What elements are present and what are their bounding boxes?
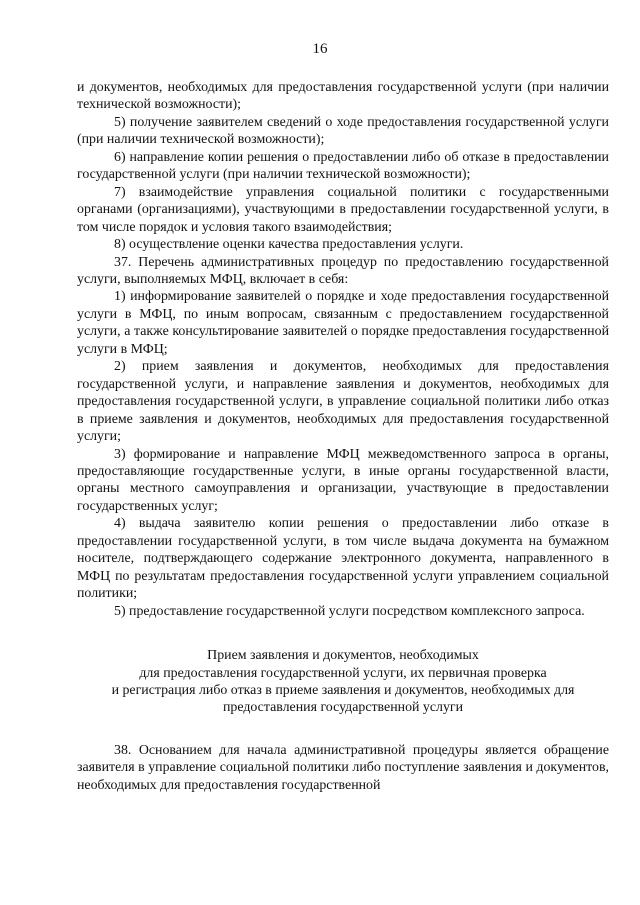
- section-spacer-bottom: [77, 717, 609, 742]
- paragraph-item-8: 8) осуществление оценки качества предоставления услуги.: [114, 237, 464, 253]
- page-number: 16: [312, 41, 328, 57]
- section-heading-line-3: и регистрация либо отказ в приеме заявления и документов, необходимых для: [111, 682, 575, 698]
- section-heading: [77, 647, 609, 717]
- paragraph-clause-38: 38. Основанием для начала административной процедуры является обращение заявителя в управление социальной политики либо поступление заявления и документов, необходимых для предоставления государственной: [77, 742, 609, 793]
- section-heading-line-1: Прием заявления и документов, необходимых: [207, 648, 479, 664]
- paragraph-continuation: и документов, необходимых для предоставления государственной услуги (при наличии технической возможности);: [77, 80, 609, 113]
- paragraph-item-5: 5) получение заявителем сведений о ходе предоставления государственной услуги (при наличии технической возможности);: [77, 114, 609, 148]
- paragraph-mfc-item-1: 1) информирование заявителей о порядке и ходе предоставления государственной услуги в МФЦ, по иным вопросам, связанным с предоставлением государственной услуги, а также консультирование заявителей о порядке предоставления государственной услуги в МФЦ;: [77, 289, 609, 357]
- paragraph-mfc-item-5: 5) предоставление государственной услуги посредством комплексного запроса.: [114, 603, 585, 619]
- section-heading-line-2: для предоставления государственной услуги, их первичная проверка: [139, 665, 547, 681]
- paragraph-mfc-item-2: 2) прием заявления и документов, необходимых для предоставления государственной услуги, и направление заявления и документов, необходимых для предоставления государственной услуги, в управление социальной политики либо отказ в приеме заявления и документов, необходимых для предоставления государственной услуги;: [77, 359, 609, 445]
- paragraph-mfc-item-3: 3) формирование и направление МФЦ межведомственного запроса в органы, предоставляющие государственные услуги, в иные органы государственной власти, органы местного самоуправления и организации, участвующие в предоставлении государственных услуг;: [77, 446, 609, 514]
- paragraph-clause-37: 37. Перечень административных процедур по предоставлению государственной услуги, выполняемых МФЦ, включает в себя:: [77, 254, 609, 287]
- paragraph-mfc-item-4: 4) выдача заявителю копии решения о предоставлении либо отказе в предоставлении государственной услуги, в том числе выдача документа на бумажном носителе, подтверждающего содержание электронного документа, направленного в МФЦ по результатам предоставления государственной услуги управлением социальной политики;: [77, 516, 609, 602]
- paragraph-item-6: 6) направление копии решения о предоставлении либо об отказе в предоставлении государственной услуги (при наличии технической возможности);: [77, 149, 609, 183]
- section-spacer-top: [77, 620, 609, 647]
- section-heading-line-4: предоставления государственной услуги: [222, 700, 464, 716]
- paragraph-item-7: 7) взаимодействие управления социальной политики с государственными органами (организациями), участвующими в предоставлении государственной услуги, в том числе порядок и условия такого взаимодействия;: [77, 184, 609, 235]
- document-body: [77, 79, 609, 794]
